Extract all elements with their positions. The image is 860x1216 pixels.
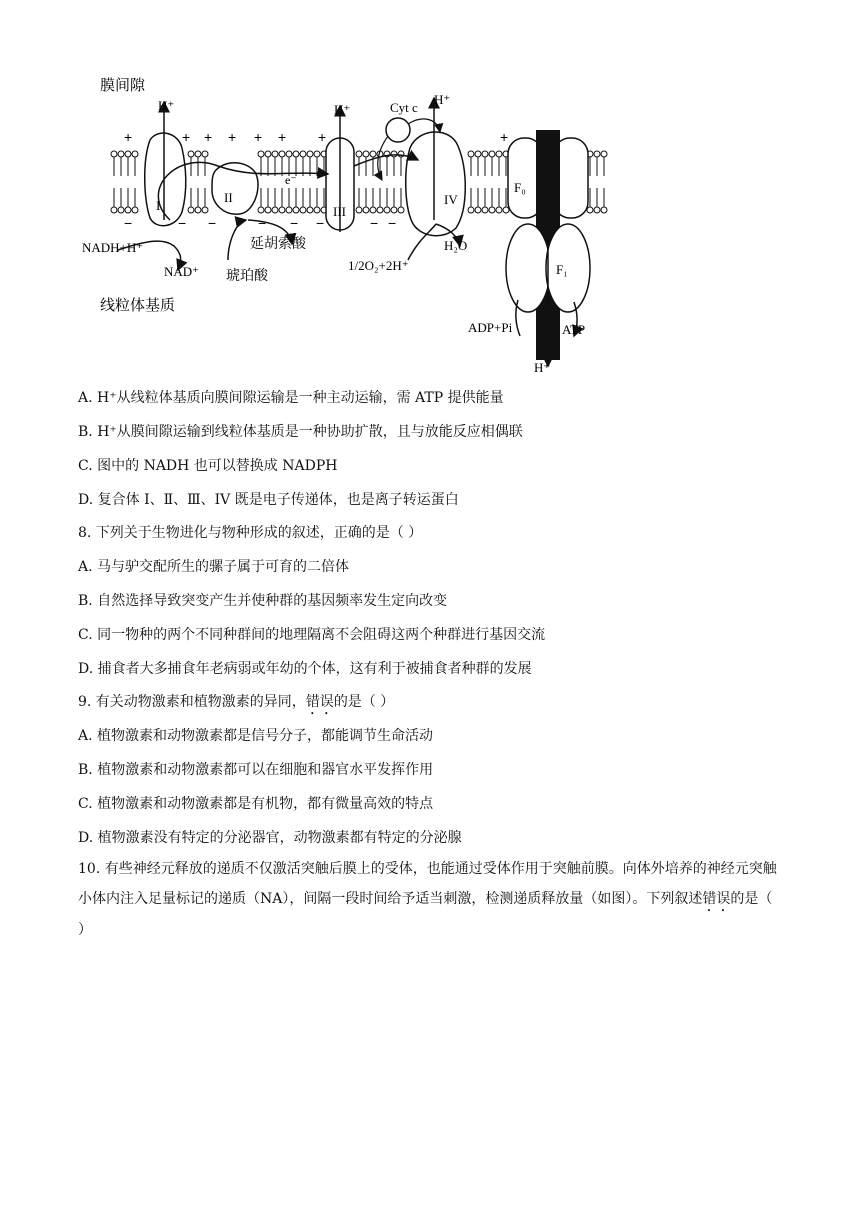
nadh-label: NADH+H⁺ [82,240,144,255]
q10-stem [78,854,778,945]
q9-option-c: C. 植物激素和动物激素都是有机物，都有微量高效的特点 [78,796,434,812]
plus-sign: + [204,129,213,145]
water-label: H₂O [444,238,468,253]
q9-option-d: D. 植物激素没有特定的分泌器官，动物激素都有特定的分泌腺 [78,830,462,846]
minus-sign: − [316,215,325,231]
matrix-label: 线粒体基质 [100,296,176,314]
intermembrane-space-label: 膜间隙 [100,76,146,94]
h-plus-label-3: H⁺ [334,102,351,117]
electron-label: e⁻ [285,173,297,187]
minus-sign: − [388,215,397,231]
q8-option-d: D. 捕食者大多捕食年老病弱或年幼的个体，这有利于被捕食者种群的发展 [78,661,532,677]
cyt-c-label: Cyt c [390,100,418,115]
minus-sign: − [290,215,299,231]
q9-stem [78,692,394,718]
q10-stem-post: 的是（ ） [78,891,773,938]
plus-sign: + [124,129,133,145]
q9-option-a: A. 植物激素和动物激素都是信号分子，都能调节生命活动 [78,728,434,744]
f0-label: F₀ [514,180,526,195]
nad-label: NAD⁺ [164,264,200,279]
complex-IV-shape [406,132,466,236]
mitochondria-etc-diagram [78,70,618,380]
complex-III-label: III [333,204,346,219]
f1-label: F₁ [556,262,568,277]
cyt-c-shape [386,118,410,142]
h-plus-label-4: H⁺ [434,92,451,107]
plus-sign: + [228,129,237,145]
succinate-label: 琥珀酸 [226,268,268,284]
complex-II-label: II [224,190,233,205]
q9-stem-pre: 9. 有关动物激素和植物激素的异同， [78,694,306,710]
complex-I-label: I [156,198,161,213]
q9-stem-emphasis: 错误 [305,694,334,710]
q7-option-d: D. 复合体 I、Ⅱ、Ⅲ、IV 既是电子传递体，也是离子转运蛋白 [78,492,459,508]
q7-option-a: A. H⁺从线粒体基质向膜间隙运输是一种主动运输，需 ATP 提供能量 [78,390,504,406]
q7-option-c: C. 图中的 NADH 也可以替换成 NADPH [78,458,338,474]
q8-stem: 8. 下列关于生物进化与物种形成的叙述，正确的是（ ） [78,525,423,541]
q8-option-b: B. 自然选择导致突变产生并使种群的基因频率发生定向改变 [78,593,448,609]
minus-sign: − [124,215,133,231]
q8-option-a: A. 马与驴交配所生的骡子属于可育的二倍体 [78,559,350,575]
minus-sign: − [370,215,379,231]
complex-I-shape [145,133,186,226]
q10-stem-emphasis: 错误 [702,891,731,907]
adp-pi-label: ADP+Pi [468,320,513,335]
q7-option-b: B. H⁺从膜间隙运输到线粒体基质是一种协助扩散，且与放能反应相偶联 [78,424,523,440]
minus-sign: − [258,215,267,231]
q9-stem-post: 的是（ ） [333,694,395,710]
minus-sign: − [208,215,217,231]
fumarate-label: 延胡索酸 [250,236,306,252]
plus-sign: + [182,129,191,145]
q9-option-b: B. 植物激素和动物激素都可以在细胞和器官水平发挥作用 [78,762,434,778]
complex-IV-label: IV [444,192,458,207]
plus-sign: + [254,129,263,145]
atp-label: ATP [562,322,586,337]
q10-stem-main: 10. 有些神经元释放的递质不仅激活突触后膜上的受体，也能通过受体作用于突触前膜。向体外培养的神经元突触小体内注入足量标记的递质（NA），间隔一段时间给予适当刺激，检测递质释放量（如图）。下列叙述 [78,861,777,907]
h-plus-label-1: H⁺ [158,98,175,113]
plus-sign: + [318,129,327,145]
minus-sign: − [178,215,187,231]
plus-sign: + [500,129,509,145]
q8-option-c: C. 同一物种的两个不同种群间的地理隔离不会阻碍这两个种群进行基因交流 [78,627,546,643]
oxygen-label: 1/2O₂+2H⁺ [348,258,409,273]
h-plus-label-atp: H⁺ [534,360,551,375]
plus-sign: + [278,129,287,145]
